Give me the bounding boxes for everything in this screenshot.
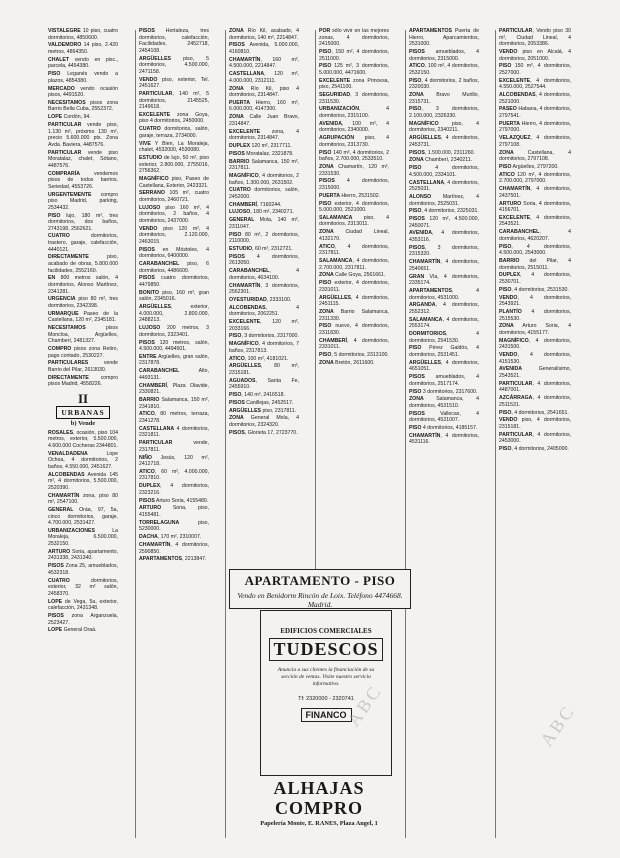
classified-listing: TORRELAGUNA piso, 5230000. xyxy=(139,519,209,533)
classified-listing: PISO 4 dormitorios, 4185157. xyxy=(409,425,478,432)
classified-listing: CHAMARTÍN zona, piso 80 m², 2547100. xyxy=(48,492,118,506)
classified-listing: OYESTURIDAD, 2333100. xyxy=(229,296,292,303)
classified-listing: PISOS Moratalaz, 2321878. xyxy=(229,150,294,157)
classified-listing: MAGNÍFICO piso, Paseo de Castellana, Exterior, 2423321. xyxy=(139,175,209,189)
classified-listing: CHAMARTÍN, 160 m², 4.500.000, 2214847. xyxy=(229,56,299,70)
classified-listing: CUATRO dormitorios, salón, garaje, terraza, 2734000. xyxy=(139,126,209,139)
classified-listing: CHAMARTÍN, 3 dormitorios, 2562301. xyxy=(229,282,299,296)
classified-listing: MERCADO vendo ocasión pisos, 4491520. xyxy=(48,85,118,99)
classified-listing: VISTALEGRE 10 piso, cuatro dormitorios, 4850600. xyxy=(48,28,118,41)
financo-logo: FINANCO xyxy=(301,708,352,722)
classified-listing: ARGÜELLES, 80 m², 2315181. xyxy=(229,363,299,376)
classified-listing: APARTAMENTOS, 4 dormitorios, 4531000. xyxy=(409,287,479,301)
classified-listing: VENDO piso, exterior, Tel. 2451627. xyxy=(139,76,209,90)
classified-listing: PARTICULAR, 140 m², 5 dormitorios, 2145525, 2149618. xyxy=(139,90,209,111)
classified-listing: DIRECTAMENTE piso, acabado de obras, 5.800.000 facilidades, 2552160. xyxy=(48,254,118,274)
classified-listing: PARTICULAR vende piso, 1.130 m², próximo 130 m², precio 5.600.000 pts. Zona Avda. Baviera, 4487576. xyxy=(48,122,118,148)
apartamento-ad-title: APARTAMENTO - PISO xyxy=(244,573,396,588)
classified-listing: PISO, 4 dormitorios, 2 baños, 2320030. xyxy=(409,77,479,91)
classified-listing: PISO Argüelles, 2797200. xyxy=(499,163,559,170)
classified-listing: ARGÜELLES, 4 dormitorios, 2451115. xyxy=(319,294,389,308)
classified-listing: URGENCIA piso 80 m², tres dormitorios, 2342398. xyxy=(48,296,118,309)
column-1-listings xyxy=(48,28,118,388)
classified-listing: URBANIZACIONES La Moraleja, 6.500.000, 2532150. xyxy=(48,527,118,548)
classified-listing: DACHA, 170 m², 2310007. xyxy=(139,534,202,541)
alhajas-ad-text: Papelería Monte, E. RANES, Plaza Angel, 1 xyxy=(260,820,378,827)
classified-listing: GENERAL Oráa, 97, 5a, cinco dormitorios, garaje, 4.700.000, 2531427. xyxy=(48,506,118,527)
apartamento-ad-text: Vendo en Benidorm Rincón de Loix. Teléfono 4474668. Madrid. xyxy=(237,591,403,609)
classified-listing: ZONA Bravo Murillo, 2315731. xyxy=(409,92,479,105)
classified-listing: ATICO 120 m², 4 dormitorios, 2.700.000, 2797000. xyxy=(499,171,571,185)
classified-listing: ALONSO Martínez, 4 dormitorios, 2525031. xyxy=(409,193,479,207)
column-rule xyxy=(315,30,316,570)
classified-listing: EXCELENTE zona, 4 dormitorios, 2314847. xyxy=(229,128,299,142)
section-subheading: b) Vende xyxy=(70,420,96,428)
classified-listing: EN 800 metros salón, 4 dormitorios, Alonso Martínez, 2341281. xyxy=(48,275,118,295)
section-label: URBANAS xyxy=(56,406,109,419)
classified-listing: AGUADOS, Santa Fe, 2455910. xyxy=(229,377,299,391)
classified-listing: BARRIO Salamanca, 150 m², 2341810. xyxy=(139,397,209,410)
alhajas-ad-title: ALHAJAS COMPRO xyxy=(273,778,365,818)
classified-listing: PARTICULARES vende Barrio del Pilar, 2613030. xyxy=(48,360,118,374)
column-rule xyxy=(225,30,226,838)
tudescos-brand: TUDESCOS xyxy=(269,638,382,661)
classified-listing: PISOS 4 dormitorios, 2613050. xyxy=(229,253,299,267)
classified-listing: ALCOBENDAS, 4 dormitorios, 2521000. xyxy=(499,92,571,105)
classified-listing: CHAMARTÍN, 4 dormitorios, 2437501. xyxy=(499,186,571,199)
classified-listing: ENTRE Argüelles, gran salón, 2317878. xyxy=(139,353,209,367)
classified-listing: VENDO piso 120 m², 4 dormitorios, 2.120.000, 2463015. xyxy=(139,225,209,245)
classified-listing: PISOS, Glorieta 17, 2723770. xyxy=(229,429,298,436)
classified-listing: PISO 80 m², 2 dormitorios, 2110000. xyxy=(229,231,299,245)
classified-listing: CARABANCHEL Alto, 4493131. xyxy=(139,368,209,381)
classified-listing: ZONA Arturo Soria, 4 dormitorios, 4155177. xyxy=(499,323,571,336)
classified-listing: PISOS Arturo Soria, 4155480. xyxy=(139,497,209,504)
classified-listing: PARTICULAR, 4 dormitorios, 2453000. xyxy=(499,431,571,445)
classified-listing: PARTICULAR, Vendo piso 30 m², Ciudad Lineal, 4 dormitorios, 2053386. xyxy=(499,28,571,48)
classified-listing: PISOS amueblados, 4 dormitorios, 2517174. xyxy=(409,374,479,387)
classified-listing: PISO, 4 dormitorios, 2325031. xyxy=(409,208,479,215)
classified-listing: URBANIZACIÓN, 4 dormitorios, 2315100. xyxy=(319,106,389,120)
classified-listing: VIVE Y Bien, La Moraleja, chalet, 4532000, 4530080. xyxy=(139,140,209,154)
classified-listing: CHALET vendo en pisc., parcela, 4454380. xyxy=(48,56,118,70)
classified-listing: ARTURO Soria, apartamento, 2431338, 2431340. xyxy=(48,548,118,562)
classified-listing: PISO exterior, 4 dormitorios, 2331011. xyxy=(319,280,389,293)
classified-listing: ARTURO Soria, piso, 4155481. xyxy=(139,505,209,518)
classified-listing: SALAMANCA, 4 dormitorios, 2.700.000, 2317811. xyxy=(319,258,389,271)
classified-listing: CASTELLANA, 120 m², 4.000.000, 2312111. xyxy=(229,71,299,84)
classified-listing: BARRIO del Pilar, 4 dormitorios, 2515011. xyxy=(499,258,571,271)
classified-listing: GENERAL Mola, 140 m², 2311047. xyxy=(229,217,299,230)
classified-listing: MAGNÍFICO, 4 dormitorios, 7 baños, 2317813. xyxy=(229,341,299,354)
classified-listing: APARTAMENTOS, 2213847. xyxy=(139,556,207,563)
classified-listing: PUERTA Hierro, 2531502. xyxy=(319,192,381,199)
classified-listing: PISO, 4 dormitorios, 2531530. xyxy=(499,286,569,293)
classified-listing: PISOS zona Arganzuela, 2523427. xyxy=(48,612,118,626)
alhajas-ad xyxy=(229,778,409,827)
classified-listing: PISOS Hortaleza, tres dormitorios, calefacción, Facilidades, 2452718, 2454108. xyxy=(139,28,209,54)
classified-listing: ATICO, 4 dormitorios, 2317811. xyxy=(319,243,389,257)
tudescos-ad-heading: EDIFICIOS COMERCIALES xyxy=(280,627,372,635)
classified-listing: LUJOSO, 180 m², 2340271. xyxy=(229,209,294,216)
classified-listing: NECESITAMOS pisos Moncloa, Argüelles, Chamberí, 2481327. xyxy=(48,325,118,345)
classified-listing: EXCELENTE, 4 dormitorios, 4.550.000, 2527544. xyxy=(499,77,571,91)
classified-listing: CHAMBERÍ, 7160244. xyxy=(229,201,282,208)
classified-listing: ALCOBENDAS, 4 dormitorios, 2062251. xyxy=(229,304,299,318)
classified-listing: PUERTA Hierro, 160 m², 6.000.000, 4147300. xyxy=(229,99,299,113)
classified-listing: NIÑO Jesús, 120 m², 2412718. xyxy=(139,454,209,468)
classified-listing: PARTICULAR vende, 2317811. xyxy=(139,440,209,453)
classified-listing: CARABANCHEL piso, 6 dormitorios, 4486600. xyxy=(139,261,209,274)
classified-listing: POR sólo vivir en las mejores zonas, 4 dormitorios, 2415000. xyxy=(319,28,389,48)
classified-listing: EXCELENTE, 120 m², 2033166. xyxy=(229,319,299,332)
classified-listing: VENDO piso en Alcalá, 4 dormitorios, 2051000. xyxy=(499,48,571,62)
classified-listing: ZONA Bretón, 2611600. xyxy=(319,359,375,366)
classified-listing: ZONA Calle Goya, 2561661. xyxy=(319,272,386,279)
classified-listing: LUJOSO 200 metros, 3 dormitorios, 2323401. xyxy=(139,325,209,338)
classified-listing: ALCOBENDAS Avenida 145 m², 4 dormitorios, 5.500.000, 2520390. xyxy=(48,471,118,491)
classified-listing: PISOS 4 dormitorios, 2315000. xyxy=(319,178,389,191)
classified-listing: COMPRO pisos zona Retiro, pago contado, 2530227. xyxy=(48,346,118,359)
classified-listing: ZONA General Mola, 4 dormitorios, 2324320. xyxy=(229,415,299,429)
classified-listing: URGENTEMENTE compro piso Madrid, parking, 2534432. xyxy=(48,191,118,211)
classified-listing: PISO 4 dormitorios, 4.500.000, 2334101. xyxy=(409,165,479,178)
classified-listing: ZONA Chamberí, 2340211. xyxy=(409,157,473,164)
classified-listing: SEGURIDAD, 3 dormitorios, 2311530. xyxy=(319,92,389,105)
classified-listing: PISO 140 m², 4 dormitorios, 2 baños, 2.700.000, 2533510. xyxy=(319,149,389,163)
classified-listing: URMARQUE Paseo de la Castellana, 120 m², 2345181. xyxy=(48,310,118,324)
classified-listing: PISOS, 1.500.000, 2311260. xyxy=(409,149,475,156)
classified-listing: AVENIDA, 100 m², 4 dormitorios, 2340000. xyxy=(319,120,389,134)
classified-listing: PISOS amueblados, 4 dormitorios, 2315000. xyxy=(409,48,479,62)
classified-listing: ARGÜELLES, exterior, 4.000.000, 2.800.000, 2488213. xyxy=(139,304,209,324)
classified-listing: ATICO, 60 m², 4.000.000, 2317810. xyxy=(139,468,209,482)
classified-listing: BONITO piso, 160 m², gran salón, 2345016. xyxy=(139,289,209,303)
classified-listing: PISO, 4 dormitorios, 2541651. xyxy=(499,409,569,416)
section-number: II xyxy=(77,391,89,407)
classified-listing: AGRUPACIÓN piso, 4 dormitorios, 2313730. xyxy=(319,135,389,148)
classified-listing: PISO 125 m², 3 dormitorios, 5.000.000, 4471600. xyxy=(319,63,389,76)
classified-listing: ZONA Castellana, 4 dormitorios, 2797108. xyxy=(499,149,571,163)
column-1-listings-after xyxy=(48,430,118,634)
classified-listing: PISO lujo, 180 m², tres dormitorios, dos baños, 2743198, 2562621. xyxy=(48,212,118,232)
abc-watermark: ABC xyxy=(343,680,386,730)
column-1 xyxy=(48,28,118,843)
classified-listing: COMPRARÍA vendemos pisos de todos barrios. Seriedad, 4553726. xyxy=(48,170,118,190)
classified-listing: PISOS 120 metros, salón, 4.500.000, 4494501. xyxy=(139,339,209,353)
classified-listing: PISOS cuatro dormitorios, 4479850. xyxy=(139,275,209,288)
classified-listing: GRAN Vía, 4 dormitorios, 2335174. xyxy=(409,273,479,287)
classified-listing: MAGNÍFICO piso, 4 dormitorios, 2340211. xyxy=(409,120,479,134)
classified-listing: ARGÜELLES, 4 dormitorios, 4651051. xyxy=(409,359,479,373)
classified-listing: CARABANCHEL, 4 dormitorios, 4620207. xyxy=(499,229,571,242)
classified-listing: PLANTÍO 4 dormitorios, 2515530. xyxy=(499,308,571,322)
classified-listing: SALAMANCA piso, 4 dormitorios, 2313011. xyxy=(319,214,389,228)
classified-listing: CHAMBERÍ, Plaza Olavide, 2330821. xyxy=(139,382,209,396)
classified-listing: DIRECTAMENTE compro pisos Madrid, 4558226. xyxy=(48,374,118,388)
classified-listing: PISO Leganés vendo a plazos, 4854380. xyxy=(48,71,118,84)
classified-listing: APARTAMENTOS Puerta de Hierro, Aparcamientos, 2531000. xyxy=(409,28,479,48)
classified-listing: ATICO, 100 m², 4 dormitorios, 2532150. xyxy=(409,63,479,76)
abc-watermark: ABC xyxy=(536,700,579,750)
classified-listing: PISO, 3 dormitorios, 2317000. xyxy=(229,333,299,340)
classified-listing: CARABANCHEL, 4 dormitorios, 4634100. xyxy=(229,268,299,281)
classified-listing: ARGÜELLES piso, 5 dormitorios, 4.500.000, 2471158. xyxy=(139,55,209,75)
classified-listing: ESTUDIO de lujo, 50 m², piso exterior, 2.800.000, 2755016, 2756362. xyxy=(139,155,209,175)
classified-listing: LOPE Cordón, 94. xyxy=(48,114,91,121)
classified-listing: PISOS 120 m², 4.500.000, 2450071. xyxy=(409,216,479,229)
classified-listing: PISOS, 3 dormitorios, 2315320. xyxy=(409,244,479,258)
classified-listing: VENDO, 4 dormitorios, 4151530. xyxy=(499,352,571,365)
classified-listing: DUPLEX, 4 dormitorios, 2530701. xyxy=(499,272,571,285)
classified-listing: ZONA Ciudad Lineal, 4132170. xyxy=(319,229,389,242)
classified-listing: VELAZQUEZ, 4 dormitorios, 2797108. xyxy=(499,135,571,148)
classified-listing: PISO nuevo, 4 dormitorios, 2311830. xyxy=(319,323,389,336)
classified-listing: VENDO, 4 dormitorios, 2543921. xyxy=(499,294,571,308)
classified-listing: PISOS Avenida, 5.000.000, 4160810. xyxy=(229,42,299,55)
classified-listing: ZONA Río Kil, piso 4 dormitorios, 2314847. xyxy=(229,85,299,99)
column-4 xyxy=(319,28,389,566)
classified-listing: CHAMARTÍN, 4 dormitorios, 2540651. xyxy=(409,259,479,272)
classified-listing: ESTUDIO, 60 m², 2312721. xyxy=(229,246,293,252)
classified-listing: EXCELENTE zona Princesa, piso, 2541100. xyxy=(319,77,389,91)
column-rule xyxy=(495,30,496,838)
classified-listing: CUATRO dormitorios, trastero, garaje, calefacción, 4440121. xyxy=(48,233,118,253)
classified-listing: CUATRO dormitorios, salón, 2452000. xyxy=(229,187,299,200)
classified-listing: PISOS Vallecas, 4 dormitorios, 4531007. xyxy=(409,410,479,424)
column-3 xyxy=(229,28,299,566)
classified-listing: MAGNÍFICO, 4 dormitorios, 2 baños, 1.300.000, 2631502. xyxy=(229,172,299,186)
classified-listing: AZCÁRRAGA, 4 dormitorios, 2511531. xyxy=(499,395,571,408)
classified-listing: ATICO, 80 metros, terraza, 2341278. xyxy=(139,411,209,424)
classified-listing: SERRANO 105 m², cuatro dormitorios, 2460721. xyxy=(139,190,209,203)
classified-listing: ARGANDA, 4 dormitorios, 2552312. xyxy=(409,302,479,315)
column-rule xyxy=(405,30,406,838)
classified-listing: VENALDADENA Lope Ochoa, 4 dormitorios, 2 baños, 4.550.000, 2451627. xyxy=(48,450,118,470)
classified-listing: VALDEMORO 14 piso, 2.420 metros, 4864350. xyxy=(48,42,118,55)
classified-listing: PARTICULAR, 4 dormitorios, 4487001. xyxy=(499,380,571,394)
classified-listing: PISOS en Móstoles, 4 dormitorios, 6400000. xyxy=(139,246,209,260)
classified-listing: PISO, 4 dormitorios, 4.500.000, 2543000. xyxy=(499,243,571,257)
tudescos-ad-text: Anuncia a sus clientes la financiación de su sección de ventas. Visite nuestro servicio informativo. xyxy=(277,667,375,687)
classified-listing: PISOS Canillejas, 2452517. xyxy=(229,399,294,406)
classified-listing: PISO, 150 m², 4 dormitorios, 2511000. xyxy=(319,48,389,62)
apartamento-ad xyxy=(229,569,411,609)
classified-listing: VENDO piso, 4 dormitorios, 2315181. xyxy=(499,417,571,430)
classified-listing: CASTELLANA 4 dormitorios, 2321811. xyxy=(139,425,209,439)
classified-listing: ZONA Calle Juan Bravo, 2314847. xyxy=(229,114,299,127)
classified-listing: DUPLEX 120 m², 2317711. xyxy=(229,143,292,149)
classified-listing: CUATRO dormitorios, exterior, 32 m² salón, 2458370. xyxy=(48,577,118,597)
classified-listing: PARTICULAR vende piso Moratalaz, chalet, Sótano, 4487576. xyxy=(48,149,118,169)
section-heading xyxy=(48,392,118,428)
classified-listing: AVENIDA, 4 dormitorios, 4353116. xyxy=(409,230,479,244)
classified-listing: PISOS Zona 25, amueblados, 4532318. xyxy=(48,563,118,576)
tudescos-ad-phone: Tf: 2320000 - 2320741 xyxy=(298,696,354,702)
classified-listing: DORMITORIOS, 4 dormitorios, 2541530. xyxy=(409,331,479,344)
classified-listing: ZONA Chamartín, 120 m², 2331530. xyxy=(319,163,389,177)
classified-listing: MAGNÍFICO, 4 dormitorios, 2431500. xyxy=(499,337,571,351)
classified-listing: PISO, 3 dormitorios, 2.100.000, 2326330. xyxy=(409,106,479,120)
classified-listing: EXCELENTE, 4 dormitorios, 2543521. xyxy=(499,214,571,228)
classified-listing: LOPE General Oraá. xyxy=(48,627,97,634)
classified-listing: PISO Pérez Galdós, 4 dormitorios, 2531451. xyxy=(409,345,479,359)
column-5 xyxy=(409,28,479,843)
classified-listing: AVENIDA Generalísimo, 2543521. xyxy=(499,366,571,379)
classified-listing: PISO, 5 dormitorios, 2313100. xyxy=(319,352,389,359)
classified-listing: ARGÜELLES piso, 2317811. xyxy=(229,407,297,414)
classified-listing: PASEO Habana, 4 dormitorios, 2797541. xyxy=(499,106,571,120)
classified-listing: PISO 150 m², 4 dormitorios, 2527000. xyxy=(499,63,571,76)
classified-listing: EXCELENTE zona Goya, piso 4 dormitorios, 2450000. xyxy=(139,111,209,125)
classified-listing: ATICO, 100 m², 4181021. xyxy=(229,355,289,362)
classified-listing: PISO exterior, 4 dormitorios, 5.000.000, 2521000. xyxy=(319,200,389,214)
column-2 xyxy=(139,28,209,843)
classified-listing: ZONA Barrio Salamanca, 2311330. xyxy=(319,308,389,322)
classified-listing: PISO, 140 m², 2416518. xyxy=(229,392,285,399)
classified-listing: SALAMANCA, 4 dormitorios, 2553174. xyxy=(409,316,479,330)
classified-listing: LOPE de Vega, 5a, exterior, calefacción, 2431348. xyxy=(48,598,118,612)
classified-listing: PISO 3 dormitorios, 2317600. xyxy=(409,388,478,395)
classified-listing: ARTURO Soria, 4 dormitorios, 4156701. xyxy=(499,200,571,214)
classified-listing: CHAMARTÍN, 4 dormitorios, 2590850. xyxy=(139,541,209,555)
classified-listing: LUJOSO piso 160 m², 4 dormitorios, 2 baños, 4 dormitorios, 2437000. xyxy=(139,204,209,224)
classified-listing: PISO, 4 dormitorios, 2405000. xyxy=(499,446,569,453)
classified-listing: CASTELLANA, 4 dormitorios, 2525031. xyxy=(409,179,479,193)
classified-listing: CHAMBERÍ, 4 dormitorios, 2331011. xyxy=(319,337,389,351)
classified-listing: NECESITAMOS pisos zona Barrio Bella Cuba, 2552372. xyxy=(48,99,118,113)
classified-listing: ZONA Salamanca, 4 dormitorios, 4531510. xyxy=(409,396,479,409)
classified-listing: ZONA Río Kil, acabado, 4 dormitorios, 140 m², 2214847. xyxy=(229,28,299,41)
column-rule xyxy=(135,30,136,838)
classified-listing: CHAMARTÍN, 4 dormitorios, 4531116. xyxy=(409,432,479,446)
classified-listing: ROSALES, ocasión, piso 104 metros, exterior, 5.500.000, 4.600.000 Cocheras 2344801. xyxy=(48,429,118,449)
classified-listing: DUPLEX, 4 dormitorios, 2323216. xyxy=(139,483,209,496)
classified-listing: ARGÜELLES, 4 dormitorios, 2453731. xyxy=(409,135,479,148)
classified-listing: BARRIO Salamanca, 150 m², 2317811. xyxy=(229,158,299,172)
classified-listing: PUERTA Hierro, 4 dormitorios, 2797000. xyxy=(499,120,571,134)
